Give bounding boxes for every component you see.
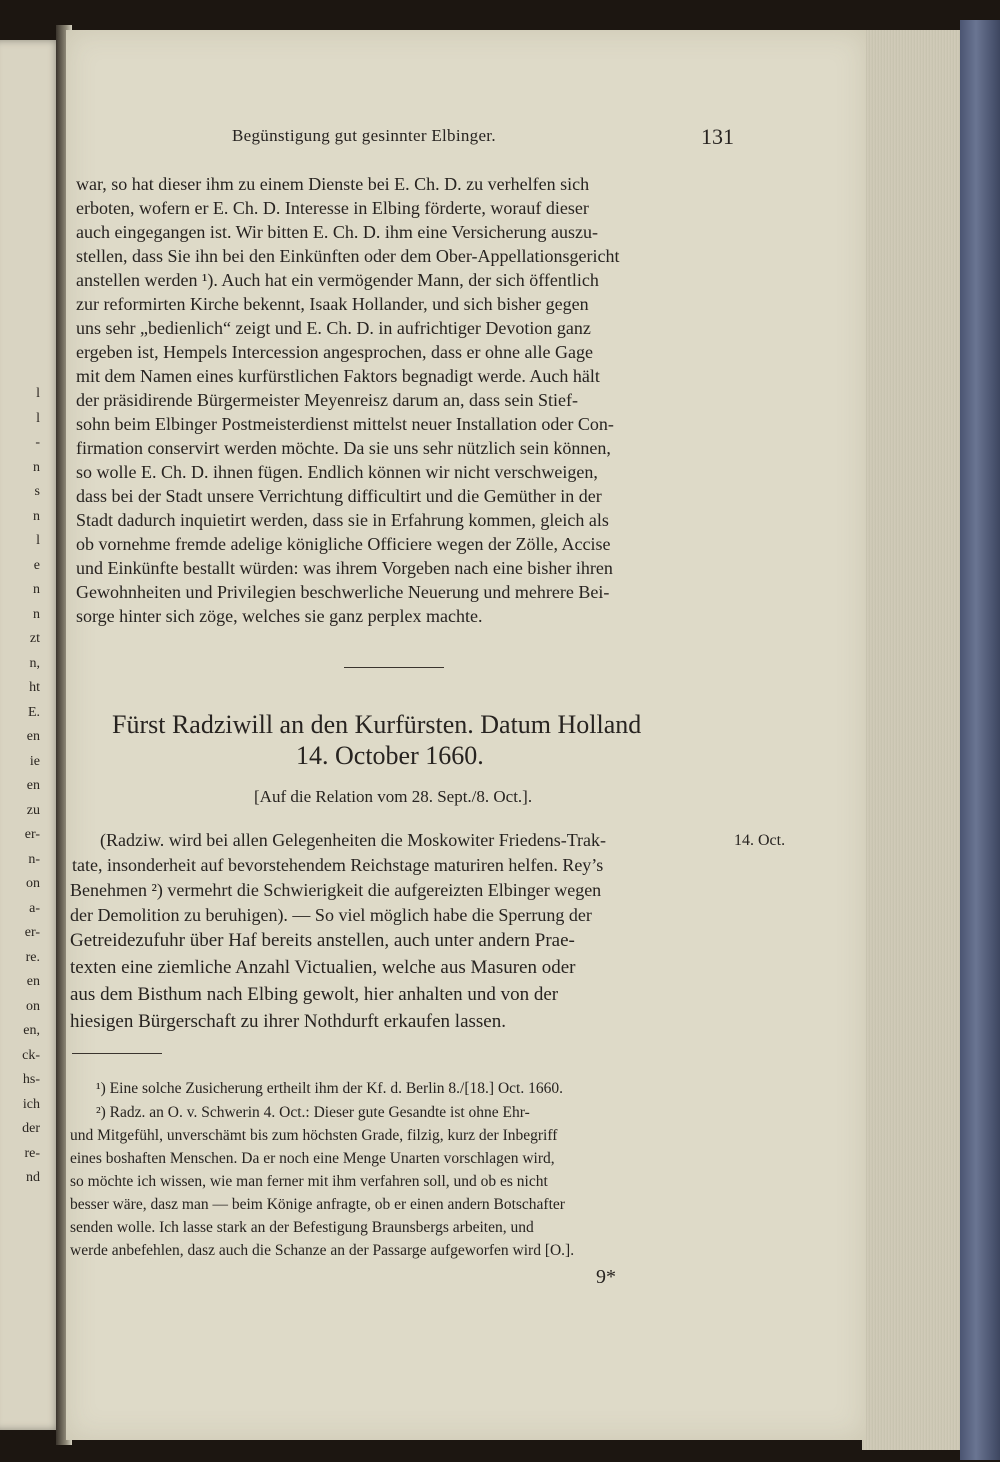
prev-page-fragment: nd <box>26 1170 40 1185</box>
body-line: sorge hinter sich zöge, welches sie ganz perplex machte. <box>76 606 483 626</box>
prev-page-fragment: n <box>33 459 40 475</box>
footnote-line: senden wolle. Ich lasse stark an der Befestigung Braunsbergs arbeiten, und <box>70 1219 534 1236</box>
footnote-line: besser wäre, dasz man — beim Könige anfragte, ob er einen andern Botschafter <box>70 1196 565 1213</box>
body-line: zur reformirten Kirche bekennt, Isaak Hollander, und sich bisher gegen <box>76 294 589 314</box>
prev-page-fragment: re. <box>25 949 40 965</box>
section-divider <box>344 667 444 668</box>
section-subtitle: [Auf die Relation vom 28. Sept./8. Oct.]. <box>254 787 533 806</box>
footnote-line: werde anbefehlen, dasz auch die Schanze an der Passarge aufgeworfen wird [O.]. <box>70 1242 575 1259</box>
prev-page-fragment: E. <box>27 704 40 720</box>
section-line: der Demolition zu beruhigen). — So viel möglich habe die Sperrung der <box>70 905 592 925</box>
body-line: so wolle E. Ch. D. ihnen fügen. Endlich können wir nicht verschweigen, <box>76 462 598 482</box>
prev-page-fragment: n- <box>28 851 40 867</box>
prev-page-fragment: n <box>33 508 40 524</box>
prev-page-fragment: ck- <box>22 1047 40 1063</box>
footnote-1: ¹) Eine solche Zusicherung ertheilt ihm der Kf. d. Berlin 8./[18.] Oct. 1660. <box>96 1080 563 1097</box>
prev-page-fragment: re- <box>24 1145 40 1161</box>
prev-page-fragment: a- <box>29 900 40 916</box>
prev-page-fragment: n <box>33 606 40 622</box>
prev-page-fragment: en <box>26 974 40 989</box>
page-number: 131 <box>701 124 734 149</box>
body-line: erboten, wofern er E. Ch. D. Interesse in Elbing förderte, worauf dieser <box>76 198 589 218</box>
section-title: Fürst Radziwill an den Kurfürsten. Datum Holland <box>112 710 642 739</box>
margin-date: 14. Oct. <box>734 832 786 849</box>
page-edges <box>862 30 970 1450</box>
prev-page-fragment: hs- <box>22 1072 40 1087</box>
prev-page-fragment: en <box>26 729 40 744</box>
body-line: uns sehr „bedienlich“ zeigt und E. Ch. D. in aufrichtiger Devotion ganz <box>76 318 591 338</box>
body-line: Stadt dadurch inquietirt werden, dass sie in Erfahrung kommen, gleich als <box>76 510 609 530</box>
body-line: sohn beim Elbinger Postmeisterdienst mittelst neuer Installation oder Con- <box>76 414 614 434</box>
footnote-line: so möchte ich wissen, wie man ferner mit ihm verfahren soll, und ob es nicht <box>70 1173 548 1190</box>
body-line: stellen, dass Sie ihn bei den Einkünften oder dem Ober-Appellationsgericht <box>76 246 620 266</box>
prev-page-fragment: l <box>36 533 40 548</box>
section-line: hiesigen Bürgerschaft zu ihrer Nothdurft erkaufen lassen. <box>70 1011 506 1032</box>
body-line: ob vornehme fremde adelige königliche Officiere wegen der Zölle, Accise <box>76 534 611 554</box>
prev-page-fragment: on <box>26 876 40 891</box>
footnote-line: eines boshaften Menschen. Da er noch eine Menge Unarten vorschlagen wird, <box>70 1150 555 1167</box>
prev-page-fragment: ie <box>29 753 40 769</box>
previous-page-edge <box>0 40 62 1430</box>
prev-page-fragment: en, <box>23 1023 40 1038</box>
prev-page-fragment: zu <box>26 802 40 818</box>
prev-page-fragment: e <box>33 557 40 573</box>
body-line: Gewohnheiten und Privilegien beschwerliche Neuerung und mehrere Bei- <box>76 582 610 602</box>
section-title-date: 14. October 1660. <box>296 741 484 770</box>
section-line: Benehmen ²) vermehrt die Schwierigkeit die aufgereizten Elbinger wegen <box>70 880 602 900</box>
body-line: dass bei der Stadt unsere Verrichtung difficultirt und die Gemüther in der <box>76 486 602 506</box>
prev-page-fragment: n, <box>29 655 40 671</box>
prev-page-fragment: er- <box>24 827 40 842</box>
section-line: tate, insonderheit auf bevorstehendem Reichstage maturiren helfen. Rey’s <box>72 855 604 875</box>
prev-page-fragment: l <box>36 410 40 426</box>
section-line: Getreidezufuhr über Haf bereits anstellen, auch unter andern Prae- <box>70 930 575 951</box>
prev-page-fragment: n <box>33 582 40 597</box>
section-line: aus dem Bisthum nach Elbing gewolt, hier anhalten und von der <box>70 984 559 1005</box>
body-line: ergeben ist, Hempels Intercession angesprochen, dass er ohne alle Gage <box>76 342 593 362</box>
body-line: und Einkünfte bestallt würden: was ihrem Vorgeben nach eine bisher ihren <box>76 558 613 578</box>
prev-page-fragment: on <box>26 998 40 1014</box>
prev-page-fragment: er- <box>24 925 40 940</box>
footnote-2: ²) Radz. an O. v. Schwerin 4. Oct.: Dieser gute Gesandte ist ohne Ehr- <box>96 1104 530 1121</box>
body-line: mit dem Namen eines kurfürstlichen Faktors begnadigt werde. Auch hält <box>76 366 600 386</box>
prev-page-fragment: zt <box>29 631 40 646</box>
prev-page-fragment: ht <box>29 680 40 695</box>
section-line: (Radziw. wird bei allen Gelegenheiten die Moskowiter Friedens-Trak- <box>100 830 607 850</box>
prev-page-fragment: en <box>26 778 40 793</box>
prev-page-fragment: ich <box>22 1096 40 1112</box>
signature-mark: 9* <box>596 1266 616 1288</box>
body-line: firmation conservirt werden möchte. Da sie uns sehr nützlich sein können, <box>76 438 611 458</box>
prev-page-fragment: der <box>22 1121 40 1136</box>
body-line: war, so hat dieser ihm zu einem Dienste bei E. Ch. D. zu verhelfen sich <box>76 174 590 194</box>
footnote-divider <box>72 1053 162 1054</box>
prev-page-fragment: l <box>36 386 40 401</box>
body-line: der präsidirende Bürgermeister Meyenreisz darum an, dass sein Stief- <box>76 390 579 410</box>
section-line: texten eine ziemliche Anzahl Victualien, welche aus Masuren oder <box>70 957 576 978</box>
footnote-line: und Mitgefühl, unverschämt bis zum höchsten Grade, filzig, kurz der Inbegriff <box>70 1127 558 1144</box>
book-cover <box>960 20 1000 1460</box>
running-header: Begünstigung gut gesinnter Elbinger. <box>232 126 496 145</box>
prev-page-fragment: - <box>35 435 40 450</box>
prev-page-fragment: s <box>34 484 40 499</box>
body-line: auch eingegangen ist. Wir bitten E. Ch. D. ihm eine Versicherung auszu- <box>76 222 598 242</box>
body-line: anstellen werden ¹). Auch hat ein vermögender Mann, der sich öffentlich <box>76 270 599 290</box>
